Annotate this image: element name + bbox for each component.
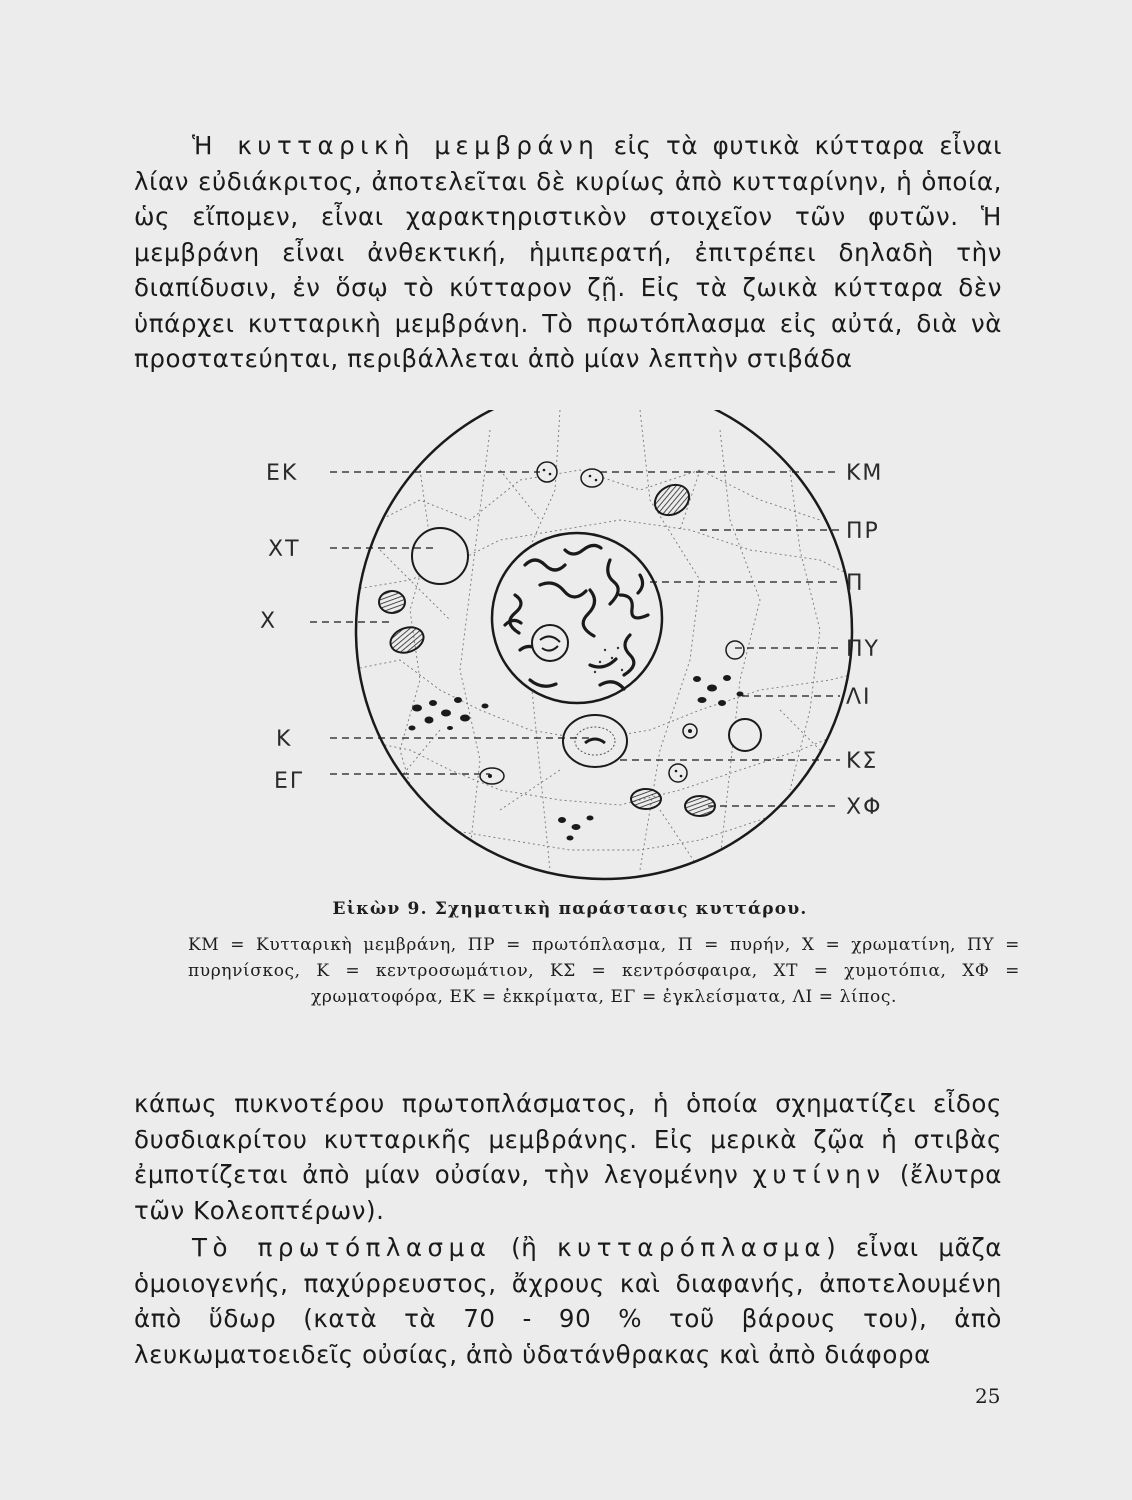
label-li: ΛΙ: [846, 685, 872, 710]
label-eg: ΕΓ: [274, 769, 305, 794]
paragraph-3-paren: (ἢ: [491, 1233, 558, 1262]
paragraph-1-text: εἰς τὰ φυτικὰ κύτταρα εἶναι λίαν εὐδιάκριτος, ἀποτελεῖται δὲ κυρίως ἀπὸ κυτταρίνην, ἡ ὁποία, ὡς εἴπομεν, εἶναι χαρακτηριστικὸν στοιχεῖον τῶν φυτῶν. Ἡ μεμβράνη εἶναι ἀνθεκτική, ἡμιπερατή, ἐπιτρέπει δηλαδὴ τὴν διαπίδυσιν, ἐν ὅσῳ τὸ κύτταρον ζῇ. Εἰς τὰ ζωικὰ κύτταρα δὲν ὑπάρχει κυτταρικὴ μεμβράνη. Τὸ πρωτόπλασμα εἰς αὐτά, διὰ νὰ προστατεύηται, περιβάλλεται ἀπὸ μίαν λεπτὴν στιβάδα: [134, 131, 1002, 373]
term-protoplasm: Τὸ πρωτόπλασμα: [192, 1233, 492, 1262]
label-xt: ΧΤ: [268, 537, 301, 562]
paragraph-cell-membrane: [134, 128, 1002, 377]
label-ek: ΕΚ: [266, 461, 299, 486]
label-km: ΚΜ: [846, 461, 884, 486]
vacuole-2: [729, 719, 761, 751]
paragraph-2-tail: (ἔλυτρα τῶν Κολεοπτέρων).: [134, 1160, 1002, 1225]
label-py: ΠΥ: [846, 637, 880, 662]
vacuole-1: [412, 528, 468, 584]
label-x: Χ: [260, 609, 278, 634]
paragraph-protoplasm: [134, 1230, 1002, 1372]
page-number: 25: [975, 1384, 1001, 1408]
label-p: Π: [846, 571, 865, 596]
paragraph-2-text: κάπως πυκνοτέρου πρωτοπλάσματος, ἡ ὁποία σχηματίζει εἶδος δυσδιακρίτου κυτταρικῆς μεμβράνης. Εἰς μερικὰ ζῷα ἡ στιβὰς ἐμποτίζεται ἀπὸ μίαν οὐσίαν, τὴν λεγομένην: [134, 1089, 1002, 1189]
figure-caption-title: Εἰκὼν 9. Σχηματικὴ παράστασις κυττάρου.: [332, 899, 808, 919]
vacuole-3: [726, 641, 744, 659]
term-cytoplasm: κυτταρόπλασμα: [557, 1233, 827, 1262]
label-pr: ΠΡ: [846, 519, 880, 544]
cell-diagram: [0, 410, 1132, 890]
paragraph-3-text: ) εἶναι μᾶζα ὁμοιογενής, παχύρρευστος, ἄχρους καὶ διαφανής, ἀποτελουμένη ἀπὸ ὕδωρ (κατὰ τὰ 70 - 90 % τοῦ βάρους του), ἀπὸ λευκωματοειδεῖς οὐσίας, ἀπὸ ὑδατάνθρακας καὶ ἀπὸ διάφορα: [134, 1233, 1003, 1369]
label-ks: ΚΣ: [846, 749, 879, 774]
centrosphere: [563, 715, 627, 767]
nucleolus: [532, 625, 568, 661]
figure-caption-legend: ΚΜ = Κυτταρικὴ μεμβράνη, ΠΡ = πρωτόπλασμα, Π = πυρήν, Χ = χρωματίνη, ΠΥ = πυρηνίσκος, Κ = κεντροσωμάτιον, ΚΣ = κεντρόσφαιρα, ΧΤ = χυμοτόπια, ΧΦ = χρωματοφόρα, ΕΚ = ἐκκρίματα, ΕΓ = ἐγκλείσματα, ΛΙ = λίπος.: [188, 935, 1020, 1007]
label-k: Κ: [276, 727, 293, 752]
paragraph-membrane-continued: [134, 1086, 1002, 1228]
term-chitin: χυτίνην: [752, 1160, 886, 1189]
label-xf: ΧΦ: [846, 795, 883, 820]
term-cell-membrane: Ἡ κυτταρικὴ μεμβράνη: [192, 131, 600, 160]
